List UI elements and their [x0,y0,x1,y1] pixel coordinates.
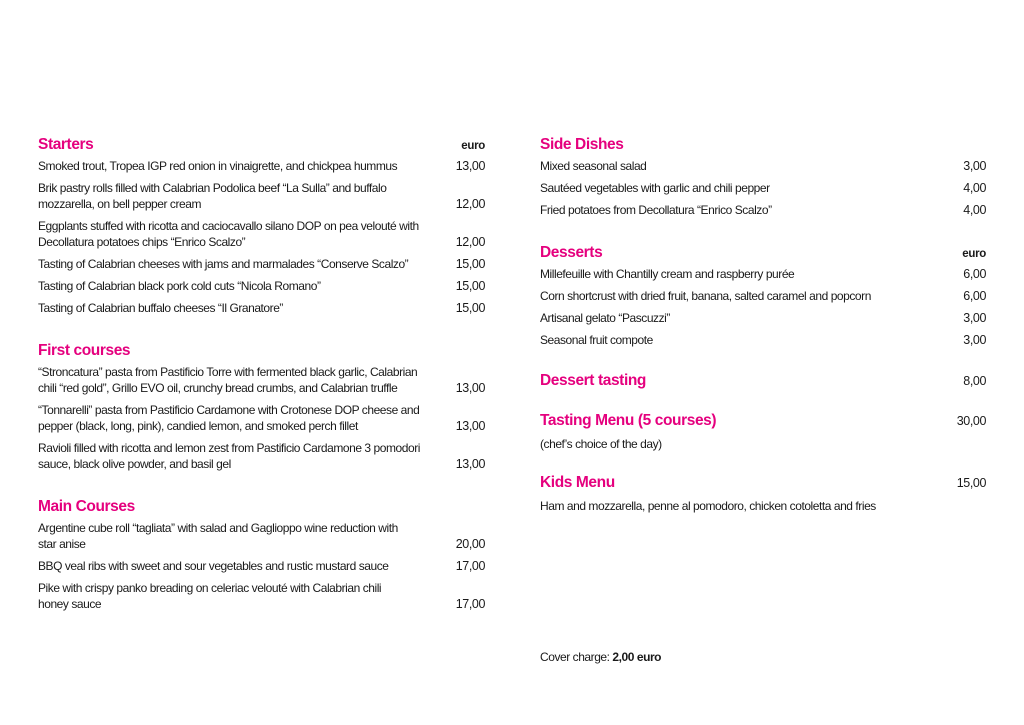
menu-item [540,180,986,196]
item-price: 30,00 [956,414,986,428]
item-description: Tasting of Calabrian buffalo cheeses “Il Granatore” [38,301,283,315]
menu-item [38,158,485,174]
item-description: Mixed seasonal salad [540,159,647,173]
currency-label: euro [461,140,485,152]
item-description: “Stroncatura” pasta from Pastificio Torre with fermented black garlic, Calabrian chili “red gold”, Grillo EVO oil, crunchy bread crumbs, and Calabrian truffle [38,365,418,395]
tasting-menu-header [540,412,986,434]
item-description: Argentine cube roll “tagliata” with salad and Gaglioppo wine reduction with star anise [38,521,398,551]
section-title: Desserts [540,244,603,261]
menu-item [38,256,485,272]
menu-item [38,364,485,396]
item-price: 13,00 [455,419,485,433]
item-price: 3,00 [963,311,986,325]
item-description: Artisanal gelato “Pascuzzi” [540,311,670,325]
item-price: 6,00 [963,267,986,281]
section-title: First courses [38,342,131,359]
menu-item [38,440,485,472]
left-menu-column [38,136,485,618]
item-price: 3,00 [963,333,986,347]
section-title: Kids Menu [540,474,615,491]
starters-header [38,136,485,158]
item-price: 20,00 [455,537,485,551]
cover-charge-value: 2,00 euro [612,650,662,664]
dessert-tasting-header [540,372,986,394]
menu-item [540,310,986,326]
item-price: 15,00 [455,279,485,293]
menu-item [38,218,485,250]
item-price: 3,00 [963,159,986,173]
section-title: Dessert tasting [540,372,646,389]
section-title: Main Courses [38,498,135,515]
currency-label: euro [962,248,986,260]
item-description: Eggplants stuffed with ricotta and caciocavallo silano DOP on pea velouté with Decollatura potatoes chips “Enrico Scalzo” [38,219,419,249]
item-description: Millefeuille with Chantilly cream and raspberry purée [540,267,795,281]
menu-item [38,180,485,212]
menu-item [38,278,485,294]
menu-item [540,266,986,282]
item-price: 15,00 [455,257,485,271]
kids-menu-header [540,474,986,496]
item-price: 13,00 [455,381,485,395]
item-price: 15,00 [956,476,986,490]
first-courses-header [38,342,485,364]
side-dishes-header [540,136,986,158]
item-description: Ravioli filled with ricotta and lemon zest from Pastificio Cardamone 3 pomodori sauce, black olive powder, and basil gel [38,441,420,471]
section-title: Starters [38,136,94,153]
item-price: 12,00 [455,197,485,211]
item-description: Pike with crispy panko breading on celeriac velouté with Calabrian chili honey sauce [38,581,382,611]
menu-item [540,202,986,218]
item-description: Tasting of Calabrian black pork cold cuts “Nicola Romano” [38,279,321,293]
item-price: 4,00 [963,203,986,217]
item-description: Seasonal fruit compote [540,333,653,347]
item-price: 12,00 [455,235,485,249]
menu-item [38,402,485,434]
item-price: 17,00 [455,597,485,611]
item-price: 4,00 [963,181,986,195]
item-description: Smoked trout, Tropea IGP red onion in vinaigrette, and chickpea hummus [38,159,398,173]
item-description: Tasting of Calabrian cheeses with jams and marmalades “Conserve Scalzo” [38,257,409,271]
menu-item [38,558,485,574]
item-price: 17,00 [455,559,485,573]
menu-item [540,158,986,174]
right-menu-column [540,136,986,514]
tasting-menu-note: (chef’s choice of the day) [540,437,662,451]
kids-menu-note: Ham and mozzarella, penne al pomodoro, chicken cotoletta and fries [540,499,876,513]
menu-item [38,520,485,552]
section-title: Side Dishes [540,136,624,153]
item-price: 6,00 [963,289,986,303]
item-description: Fried potatoes from Decollatura “Enrico Scalzo” [540,203,772,217]
main-courses-header [38,498,485,520]
menu-item [540,288,986,304]
item-price: 13,00 [455,457,485,471]
cover-charge-label: Cover charge: [540,650,610,664]
cover-charge [540,650,661,664]
item-description: “Tonnarelli” pasta from Pastificio Cardamone with Crotonese DOP cheese and pepper (black, long, pink), candied lemon, and smoked perch fillet [38,403,420,433]
item-description: Corn shortcrust with dried fruit, banana, salted caramel and popcorn [540,289,871,303]
item-price: 15,00 [455,301,485,315]
item-description: Sautéed vegetables with garlic and chili pepper [540,181,770,195]
item-description: Brik pastry rolls filled with Calabrian Podolica beef “La Sulla” and buffalo mozzarella, on bell pepper cream [38,181,387,211]
menu-item [38,580,485,612]
menu-item [38,300,485,316]
item-price: 8,00 [963,374,986,388]
item-price: 13,00 [455,159,485,173]
menu-item [540,332,986,348]
desserts-header [540,244,986,266]
section-title: Tasting Menu (5 courses) [540,412,717,429]
item-description: BBQ veal ribs with sweet and sour vegetables and rustic mustard sauce [38,559,389,573]
